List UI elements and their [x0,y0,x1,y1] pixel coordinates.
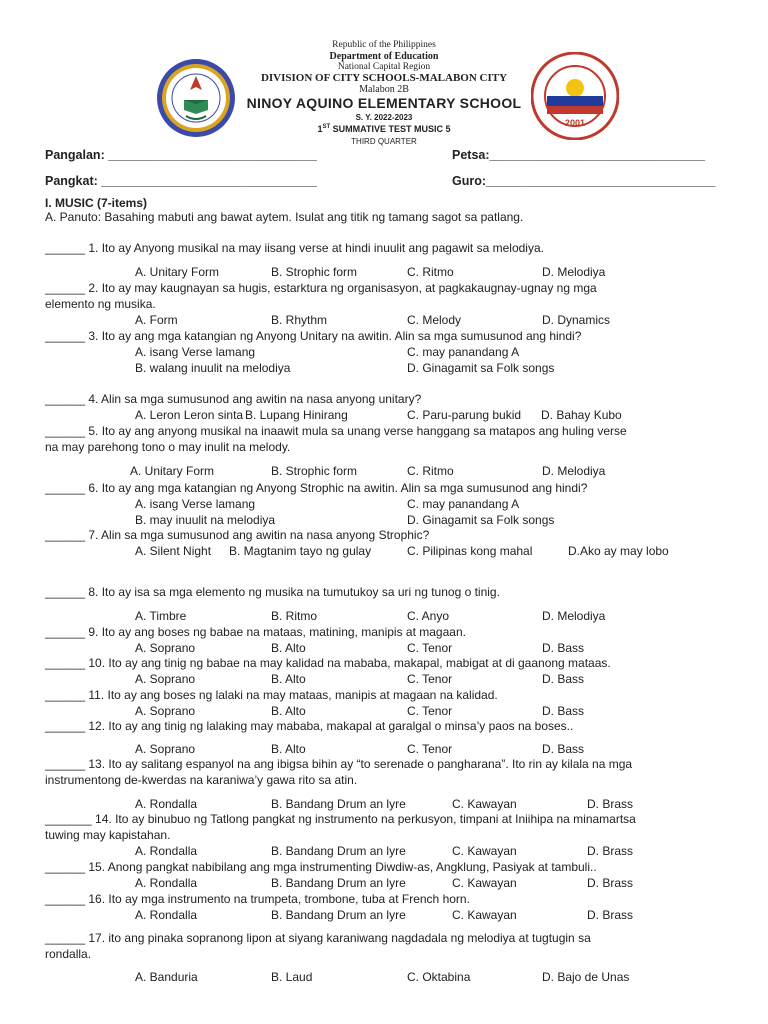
section-title: I. MUSIC (7-items) [45,196,148,210]
answer-option: C. Kawayan [452,797,517,811]
division-logo-year: 2001 [564,118,586,128]
answer-option: D. Ginagamit sa Folk songs [407,361,555,375]
question-text: instrumentong de-kwerdas na karaniwa’y gawa rito sa atin. [45,773,358,787]
answer-option: A. Banduria [135,970,198,984]
answer-option: C. may panandang A [407,497,520,511]
answer-option: B. Rhythm [271,313,328,327]
answer-option: D. Brass [587,844,634,858]
district-line: Malabon 2B [359,84,409,95]
department-line: Department of Education [329,51,439,62]
question-text: ______ 2. Ito ay may kaugnayan sa hugis, estarktura ng organisasyon, at pagkakaugnay-ugnay ng mga [45,281,597,295]
answer-option: C. Oktabina [407,970,471,984]
answer-option: A. isang Verse lamang [135,345,256,359]
answer-option: D. Brass [587,908,634,922]
teacher-field[interactable]: Guro:_________________________________ [452,174,716,188]
answer-option: D. Bass [542,742,585,756]
school-year: S. Y. 2022-2023 [355,113,413,122]
answer-option: B. Ritmo [271,609,318,623]
question-text: ______ 13. Ito ay salitang espanyol na ang ibigsa bihin ay “to serenade o pangharana”. Ito rin ay kilala na mga [45,757,633,771]
question-text: ______ 10. Ito ay ang tinig ng babae na may kalidad na mababa, makapal, mabigat at di gaanong mataas. [45,656,611,670]
answer-option: C. Tenor [407,742,453,756]
answer-option: A. isang Verse lamang [135,497,256,511]
answer-option: B. Alto [271,672,306,686]
answer-option: A. Form [135,313,178,327]
question-text: ______ 17. ito ang pinaka sopranong lipon at siyang karaniwang nagdadala ng melodiya at tugtugin sa [45,931,591,945]
question-text: ______ 11. Ito ay ang boses ng lalaki na may mataas, manipis at magaan na kalidad. [45,688,498,702]
answer-option: A. Soprano [135,742,196,756]
question-text: ______ 15. Anong pangkat nabibilang ang mga instrumenting Diwdiw-as, Angklung, Pasiyak at tambuli.. [45,860,597,874]
answer-option: A. Unitary Form [130,464,215,478]
answer-option: B. Alto [271,742,306,756]
answer-option: B. may inuulit na melodiya [135,513,276,527]
republic-line: Republic of the Philippines [332,40,436,50]
answer-option: D. Dynamics [542,313,611,327]
answer-option: D. Ginagamit sa Folk songs [407,513,555,527]
answer-option: D. Melodiya [542,609,606,623]
question-text: ______ 5. Ito ay ang anyong musikal na inaawit mula sa unang verse hanggang sa matapos ang huling verse [45,424,627,438]
answer-option: D. Brass [587,876,634,890]
answer-option: C. Kawayan [452,908,517,922]
question-text: ______ 9. Ito ay ang boses ng babae na mataas, matining, manipis at magaan. [45,625,466,639]
question-text: rondalla. [45,947,92,961]
answer-option: B. Strophic form [271,464,358,478]
test-number-suffix: ST [322,124,331,130]
answer-option: A. Rondalla [135,797,198,811]
question-text: ______ 8. Ito ay isa sa mga elemento ng musika na tumutukoy sa uri ng tunog o tinig. [45,585,500,599]
question-text: _______ 14. Ito ay binubuo ng Tatlong pangkat ng instrumento na perkusyon, timpani at Iniihipa na minamartsa [45,812,636,826]
question-text: ______ 7. Alin sa mga sumusunod ang awitin na nasa anyong Strophic? [45,528,430,542]
question-text: ______ 4. Alin sa mga sumusunod ang awitin na nasa anyong unitary? [45,392,422,406]
question-text: elemento ng musika. [45,297,156,311]
answer-option: C. Tenor [407,704,453,718]
question-text: ______ 16. Ito ay mga instrumento na trumpeta, trombone, tuba at French horn. [45,892,470,906]
answer-option: B. Bandang Drum an lyre [271,876,406,890]
answer-option: A. Unitary Form [135,265,220,279]
answer-option: B. Laud [271,970,313,984]
answer-option: A. Soprano [135,641,196,655]
answer-option: C. Kawayan [452,844,517,858]
school-name: NINOY AQUINO ELEMENTARY SCHOOL [246,95,522,111]
answer-option: B. Bandang Drum an lyre [271,908,406,922]
answer-option: C. Anyo [407,609,450,623]
answer-option: D. Bajo de Unas [542,970,630,984]
test-title-text: SUMMATIVE TEST MUSIC 5 [330,124,451,134]
answer-option: B. Lupang Hinirang [245,408,348,422]
answer-option: D. Brass [587,797,634,811]
answer-option: B. Bandang Drum an lyre [271,844,406,858]
answer-option: A. Silent Night [135,544,212,558]
region-line: National Capital Region [337,62,431,72]
answer-option: C. Paru-parung bukid [407,408,522,422]
section-field[interactable]: Pangkat: _______________________________ [45,174,317,188]
date-field[interactable]: Petsa:_______________________________ [452,148,706,162]
question-text: tuwing may kapistahan. [45,828,171,842]
answer-option: D. Bass [542,641,585,655]
answer-option: A. Rondalla [135,844,198,858]
answer-option: B. Strophic form [271,265,358,279]
answer-option: A. Leron Leron sinta [135,408,244,422]
answer-option: B. Alto [271,641,306,655]
answer-option: C. Kawayan [452,876,517,890]
answer-option: D. Melodiya [542,464,606,478]
answer-option: B. walang inuulit na melodiya [135,361,291,375]
answer-option: D.Ako ay may lobo [568,544,669,558]
directions: A. Panuto: Basahing mabuti ang bawat aytem. Isulat ang titik ng tamang sagot sa patlang. [45,210,524,224]
name-field[interactable]: Pangalan: ______________________________ [45,148,317,162]
answer-option: C. Ritmo [407,464,454,478]
answer-option: A. Rondalla [135,908,198,922]
answer-option: C. Pilipinas kong mahal [407,544,533,558]
answer-option: D. Melodiya [542,265,606,279]
answer-option: C. may panandang A [407,345,520,359]
question-text: ______ 12. Ito ay ang tinig ng lalaking may mababa, makapal at garalgal o minsa’y paos na boses.. [45,719,574,733]
answer-option: A. Soprano [135,704,196,718]
answer-option: D. Bass [542,672,585,686]
answer-option: A. Soprano [135,672,196,686]
answer-option: B. Bandang Drum an lyre [271,797,406,811]
answer-option: C. Melody [407,313,462,327]
answer-option: A. Timbre [135,609,187,623]
quarter-label: THIRD QUARTER [351,137,417,146]
test-number: 1 [317,124,323,134]
answer-option: A. Rondalla [135,876,198,890]
answer-option: B. Alto [271,704,306,718]
test-title [0,124,768,134]
question-text: na may parehong tono o may inulit na melody. [45,440,291,454]
answer-option: D. Bass [542,704,585,718]
question-text: ______ 1. Ito ay Anyong musikal na may iisang verse at hindi inuulit ang pagawit sa melodiya. [45,241,544,255]
answer-option: B. Magtanim tayo ng gulay [229,544,372,558]
question-text: ______ 6. Ito ay ang mga katangian ng Anyong Strophic na awitin. Alin sa mga sumusunod ang hindi? [45,481,588,495]
question-text: ______ 3. Ito ay ang mga katangian ng Anyong Unitary na awitin. Alin sa mga sumusunod ang hindi? [45,329,582,343]
answer-option: C. Ritmo [407,265,454,279]
division-line: DIVISION OF CITY SCHOOLS-MALABON CITY [260,72,508,84]
answer-option: D. Bahay Kubo [541,408,622,422]
answer-option: C. Tenor [407,672,453,686]
answer-option: C. Tenor [407,641,453,655]
